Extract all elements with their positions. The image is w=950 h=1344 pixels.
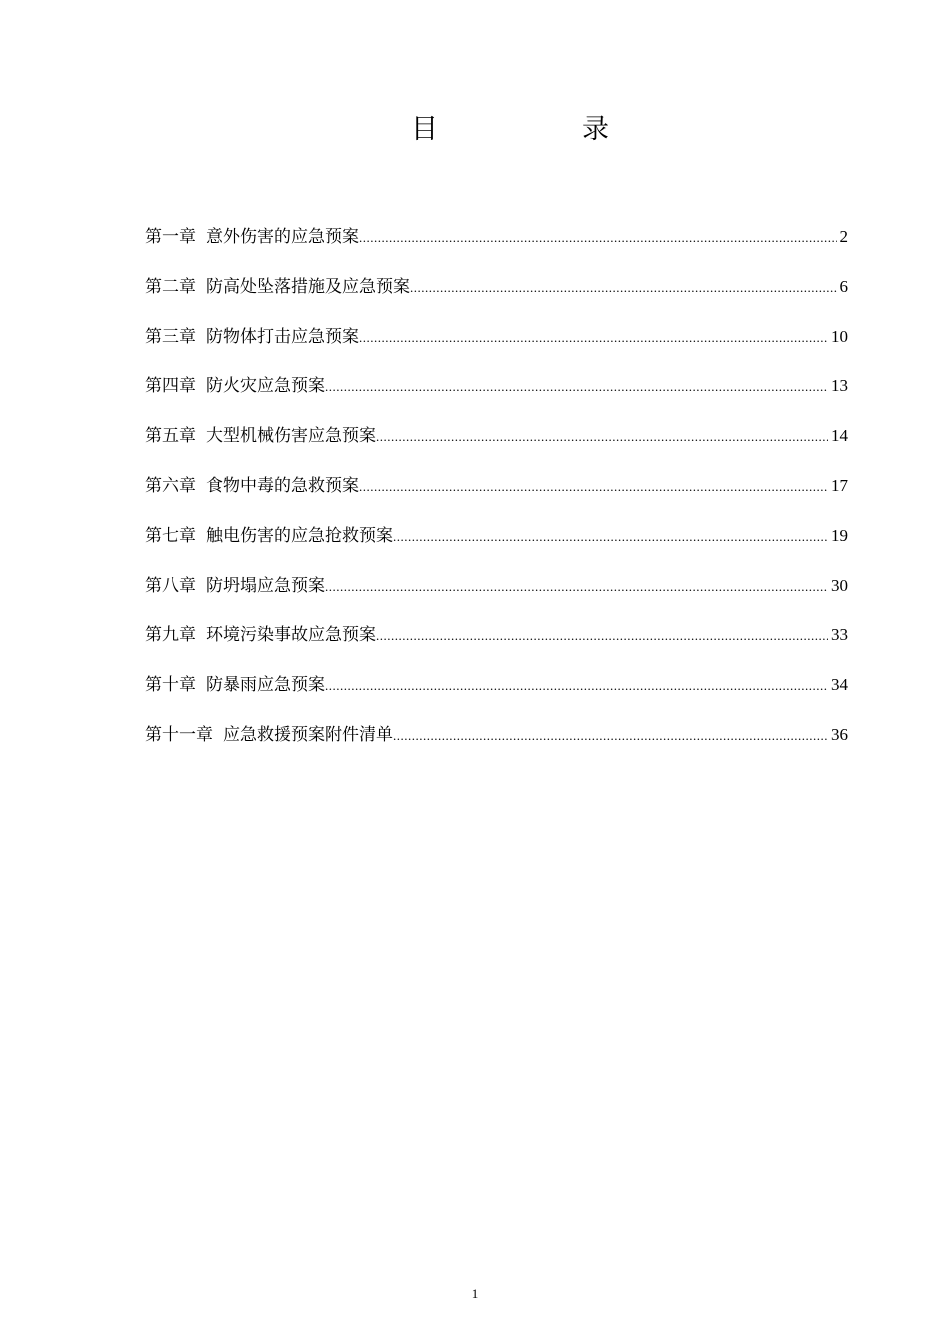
chapter-title: 环境污染事故应急预案 bbox=[206, 625, 376, 645]
toc-entry-1[interactable] bbox=[145, 222, 848, 272]
chapter-number: 第八章 bbox=[145, 575, 196, 595]
chapter-title: 意外伤害的应急预案 bbox=[206, 227, 359, 246]
chapter-title: 防坍塌应急预案 bbox=[206, 575, 325, 595]
toc-entry-7[interactable] bbox=[145, 521, 848, 571]
dot-leader bbox=[359, 472, 828, 502]
page-number: 10 bbox=[831, 326, 848, 346]
page-number: 17 bbox=[831, 475, 848, 495]
chapter-number: 第十章 bbox=[145, 675, 196, 695]
dot-leader bbox=[325, 572, 828, 602]
dot-leader bbox=[359, 223, 837, 253]
toc-entry-3[interactable] bbox=[145, 322, 848, 372]
chapter-number: 第一章 bbox=[145, 227, 196, 246]
toc-entry-6[interactable] bbox=[145, 471, 848, 521]
page-number: 36 bbox=[831, 724, 848, 744]
chapter-number: 第三章 bbox=[145, 326, 196, 346]
dot-leader bbox=[325, 372, 828, 402]
dot-leader bbox=[376, 621, 828, 651]
dot-leader bbox=[325, 671, 828, 701]
chapter-number: 第七章 bbox=[145, 525, 196, 545]
dot-leader bbox=[393, 522, 828, 552]
chapter-number: 第六章 bbox=[145, 475, 196, 495]
chapter-number: 第十一章 bbox=[145, 724, 213, 744]
toc-entry-2[interactable] bbox=[145, 272, 848, 322]
page-number: 19 bbox=[831, 525, 848, 545]
chapter-number: 第二章 bbox=[145, 276, 196, 296]
chapter-title: 大型机械伤害应急预案 bbox=[206, 426, 376, 446]
chapter-title: 应急救援预案附件清单 bbox=[223, 724, 393, 744]
toc-entry-11[interactable] bbox=[145, 720, 848, 770]
chapter-title: 防物体打击应急预案 bbox=[206, 326, 359, 346]
chapter-title: 防暴雨应急预案 bbox=[206, 675, 325, 695]
toc-heading bbox=[0, 110, 950, 154]
dot-leader bbox=[393, 721, 828, 751]
page-number: 34 bbox=[831, 675, 848, 695]
toc-heading-char-1: 目 bbox=[411, 114, 438, 145]
chapter-number: 第五章 bbox=[145, 426, 196, 446]
page-number: 30 bbox=[831, 575, 848, 595]
dot-leader bbox=[359, 323, 828, 353]
chapter-title: 触电伤害的应急抢救预案 bbox=[206, 525, 393, 545]
chapter-number: 第四章 bbox=[145, 376, 196, 396]
toc-entry-5[interactable] bbox=[145, 421, 848, 471]
page-footer-number: 1 bbox=[471, 1286, 479, 1301]
page-number: 2 bbox=[839, 227, 848, 246]
page-number: 14 bbox=[831, 426, 848, 446]
chapter-title: 防火灾应急预案 bbox=[206, 376, 325, 396]
toc-entry-8[interactable] bbox=[145, 571, 848, 621]
page-number: 33 bbox=[831, 625, 848, 645]
chapter-number: 第九章 bbox=[145, 625, 196, 645]
page-number: 6 bbox=[839, 276, 848, 296]
dot-leader bbox=[376, 422, 828, 452]
dot-leader bbox=[410, 273, 837, 303]
page-number: 13 bbox=[831, 376, 848, 396]
toc-entry-4[interactable] bbox=[145, 371, 848, 421]
toc-entry-9[interactable] bbox=[145, 620, 848, 670]
chapter-title: 防高处坠落措施及应急预案 bbox=[206, 276, 410, 296]
toc-heading-char-2: 录 bbox=[582, 114, 609, 145]
toc-entry-10[interactable] bbox=[145, 670, 848, 720]
table-of-contents bbox=[145, 222, 848, 770]
chapter-title: 食物中毒的急救预案 bbox=[206, 475, 359, 495]
